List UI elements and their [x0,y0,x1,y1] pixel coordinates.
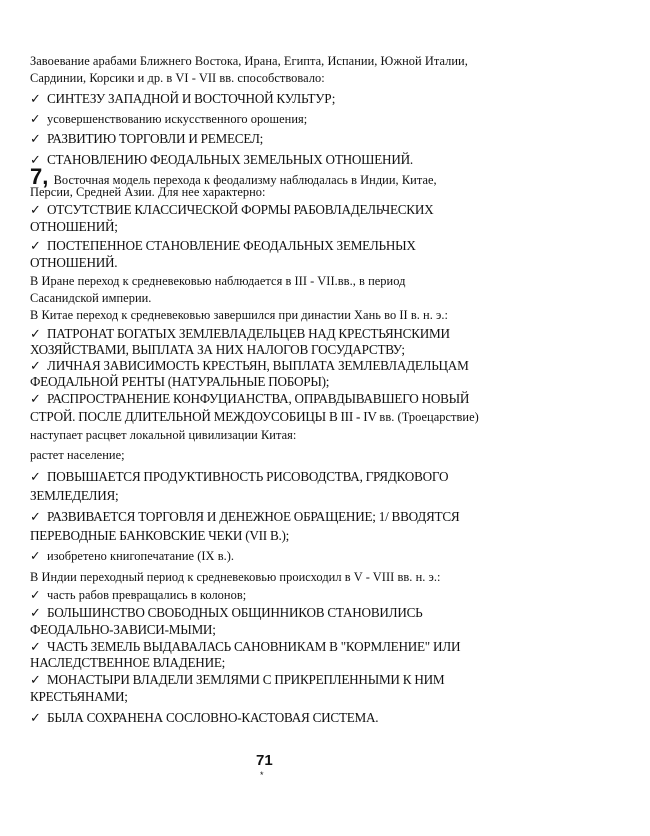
check-icon: ✓ [30,91,41,106]
text-line: ОТНОШЕНИЙ. [30,255,118,270]
check-icon: ✓ [30,238,41,253]
section-number: 7, [30,164,49,189]
text-line: ОТНОШЕНИЙ; [30,219,118,234]
list-item: ✓ РАЗВИТИЮ ТОРГОВЛИ И РЕМЕСЕЛ; [30,131,264,146]
text-line: ХОЗЯЙСТВАМИ, ВЫПЛАТА ЗА НИХ НАЛОГОВ ГОСУДАРСТВУ; [30,342,405,357]
text-line: ФЕОДАЛЬНОЙ РЕНТЫ (НАТУРАЛЬНЫЕ ПОБОРЫ); [30,374,330,389]
check-icon: ✓ [30,605,41,620]
check-icon: ✓ [30,710,41,725]
check-icon: ✓ [30,202,41,217]
text-line: В Иране переход к средневековью наблюдается в III - VII.вв., в период [30,274,406,288]
text-line: СТРОЙ. ПОСЛЕ ДЛИТЕЛЬНОЙ МЕЖДОУСОБИЦЫ В III - IV вв. (Троецарствие) [30,409,479,424]
text-line: Сардинии, Корсики и др. в VI - VII вв. способствовало: [30,71,325,85]
section-heading-line: 7, Восточная модель перехода к феодализму наблюдалась в Индии, Китае, [30,164,437,189]
check-icon: ✓ [30,358,41,373]
list-item: ✓ изобретено книгопечатание (IX в.). [30,549,235,563]
text-line: наступает расцвет локальной цивилизации Китая: [30,428,297,442]
text-line: В Китае переход к средневековью завершился при династии Хань во II в. н. э.: [30,308,449,322]
list-item: ✓ СТАНОВЛЕНИЮ ФЕОДАЛЬНЫХ ЗЕМЕЛЬНЫХ ОТНОШЕНИЙ. [30,152,413,167]
page-mark: * [260,770,264,780]
list-item: ✓ усовершенствованию искусственного орошения; [30,112,308,126]
text-line: растет население; [30,448,125,462]
page-number: 71 [256,752,273,769]
list-item: ✓ ОТСУТСТВИЕ КЛАССИЧЕСКОЙ ФОРМЫ РАБОВЛАДЕЛЬЧЕСКИХ [30,202,434,217]
list-item: ✓ РАЗВИВАЕТСЯ ТОРГОВЛЯ И ДЕНЕЖНОЕ ОБРАЩЕНИЕ; 1/ ВВОДЯТСЯ [30,509,460,524]
check-icon: ✓ [30,326,41,341]
list-item: ✓ ПАТРОНАТ БОГАТЫХ ЗЕМЛЕВЛАДЕЛЬЦЕВ НАД КРЕСТЬЯНСКИМИ [30,326,450,341]
text-line: В Индии переходный период к средневековью происходил в V - VIII вв. н. э.: [30,570,441,584]
text-line: НАСЛЕДСТВЕННОЕ ВЛАДЕНИЕ; [30,655,226,670]
text-line: Завоевание арабами Ближнего Востока, Ирана, Египта, Испании, Южной Италии, [30,54,468,68]
list-item: ✓ ПОВЫШАЕТСЯ ПРОДУКТИВНОСТЬ РИСОВОДСТВА, ГРЯДКОВОГО [30,469,449,484]
list-item: ✓ ПОСТЕПЕННОЕ СТАНОВЛЕНИЕ ФЕОДАЛЬНЫХ ЗЕМЕЛЬНЫХ [30,238,416,253]
check-icon: ✓ [30,549,41,563]
text-line: Сасанидской империи. [30,291,152,305]
check-icon: ✓ [30,131,41,146]
check-icon: ✓ [30,509,41,524]
list-item: ✓ МОНАСТЫРИ ВЛАДЕЛИ ЗЕМЛЯМИ С ПРИКРЕПЛЕННЫМИ К НИМ [30,672,445,687]
text-line: ЗЕМЛЕДЕЛИЯ; [30,488,119,503]
list-item: ✓ БОЛЬШИНСТВО СВОБОДНЫХ ОБЩИННИКОВ СТАНОВИЛИСЬ [30,605,423,620]
text-line: КРЕСТЬЯНАМИ; [30,689,128,704]
check-icon: ✓ [30,672,41,687]
list-item: ✓ РАСПРОСТРАНЕНИЕ КОНФУЦИАНСТВА, ОПРАВДЫВАВШЕГО НОВЫЙ [30,391,470,406]
text-line: ПЕРЕВОДНЫЕ БАНКОВСКИЕ ЧЕКИ (VII В.); [30,528,290,543]
check-icon: ✓ [30,391,41,406]
check-icon: ✓ [30,112,41,126]
check-icon: ✓ [30,588,41,602]
list-item: ✓ ЧАСТЬ ЗЕМЕЛЬ ВЫДАВАЛАСЬ САНОВНИКАМ В "КОРМЛЕНИЕ" ИЛИ [30,639,461,654]
check-icon: ✓ [30,639,41,654]
check-icon: ✓ [30,469,41,484]
list-item: ✓ ЛИЧНАЯ ЗАВИСИМОСТЬ КРЕСТЬЯН, ВЫПЛАТА ЗЕМЛЕВЛАДЕЛЬЦАМ [30,358,469,373]
list-item: ✓ БЫЛА СОХРАНЕНА СОСЛОВНО-КАСТОВАЯ СИСТЕМА. [30,710,379,725]
text-line: ФЕОДАЛЬНО-ЗАВИСИ-МЫМИ; [30,622,216,637]
list-item: ✓ часть рабов превращались в колонов; [30,588,247,602]
text-line: Персии, Средней Азии. Для нее характерно: [30,185,266,199]
list-item: ✓ СИНТЕЗУ ЗАПАДНОЙ И ВОСТОЧНОЙ КУЛЬТУР; [30,91,336,106]
check-icon: ✓ [30,152,41,167]
